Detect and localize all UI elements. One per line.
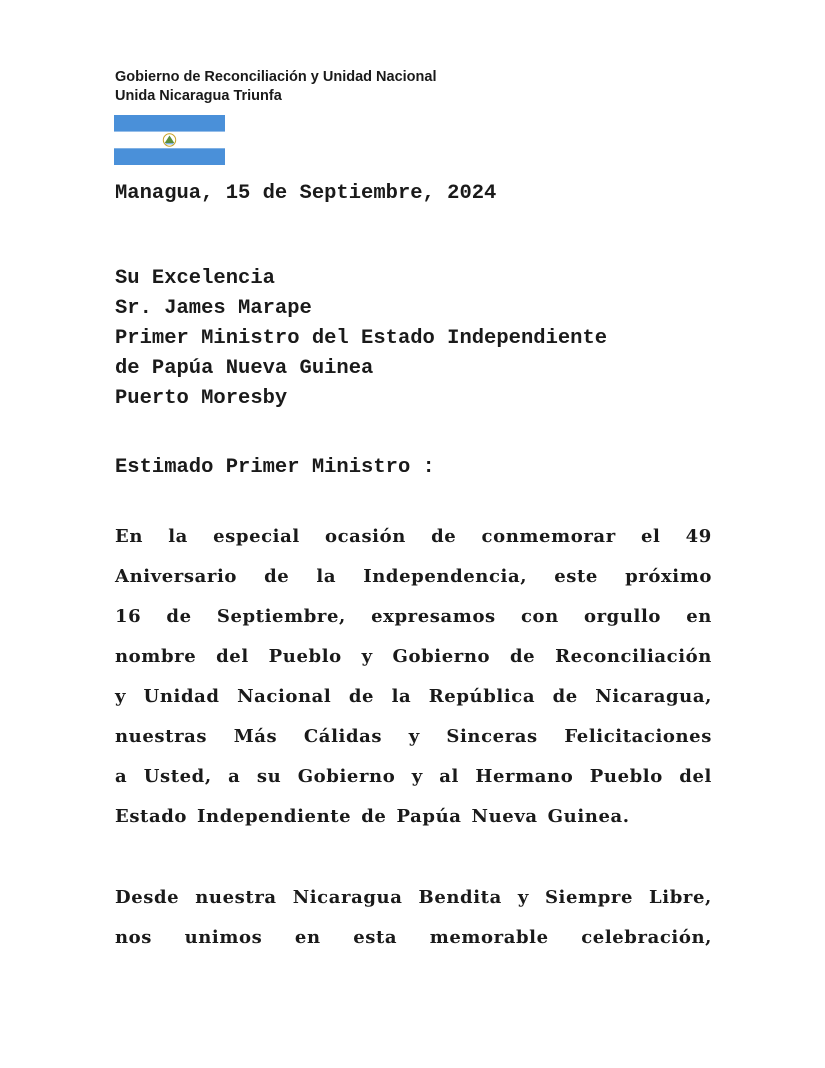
letterhead-government-name: Gobierno de Reconciliación y Unidad Nacional (115, 69, 437, 85)
paragraph-line (115, 797, 712, 837)
word: nos (115, 927, 153, 948)
word: memorable (429, 927, 549, 948)
word: esta (353, 927, 398, 948)
word: Gobierno (392, 646, 491, 667)
word: especial (213, 526, 300, 547)
address-line: Primer Ministro del Estado Independiente (115, 327, 608, 350)
word: este (554, 566, 598, 587)
flag-bottom-stripe (114, 148, 225, 165)
letter-date: Managua, 15 de Septiembre, 2024 (115, 182, 497, 205)
word: En (115, 526, 144, 547)
address-line: de Papúa Nueva Guinea (115, 357, 374, 380)
word: la (168, 526, 188, 547)
word: y (411, 766, 423, 787)
word: Cálidas (303, 726, 383, 747)
word: y (115, 686, 127, 707)
word: y (517, 887, 529, 908)
word: la (391, 686, 412, 707)
paragraph-line (115, 918, 712, 958)
word: Gobierno (297, 766, 396, 787)
word: expresamos (371, 606, 496, 627)
word: del (679, 766, 712, 787)
word: del (216, 646, 249, 667)
word: en (294, 927, 321, 948)
recipient-address (115, 264, 607, 414)
word: el (640, 526, 661, 547)
word: orgullo (583, 606, 662, 627)
paragraph-congratulations (115, 517, 712, 837)
address-line: Puerto Moresby (115, 387, 288, 410)
word: Más (233, 726, 278, 747)
address-line: Su Excelencia (115, 267, 275, 290)
word: Unidad (143, 686, 220, 707)
word: Nicaragua, (595, 686, 712, 707)
word: nombre (115, 646, 197, 667)
word: 16 (115, 606, 142, 627)
word: Estado (115, 806, 188, 827)
word: conmemorar (481, 526, 616, 547)
word: Siempre (544, 887, 634, 908)
salutation: Estimado Primer Ministro : (115, 456, 435, 479)
word: Independiente (197, 806, 352, 827)
word: celebración, (581, 927, 712, 948)
word: de (509, 646, 536, 667)
word: de (348, 686, 375, 707)
nicaragua-flag-icon (114, 115, 225, 165)
paragraph-line (115, 597, 712, 637)
paragraph-line (115, 757, 712, 797)
word: unimos (184, 927, 263, 948)
letterhead (115, 68, 436, 106)
word: Hermano (475, 766, 574, 787)
word: a (115, 766, 128, 787)
paragraph-line (115, 878, 712, 918)
word: Usted, (143, 766, 212, 787)
paragraph-line (115, 557, 712, 597)
word: República (428, 686, 536, 707)
address-line: Sr. James Marape (115, 297, 312, 320)
word: Nueva (471, 806, 538, 827)
word: Desde (115, 887, 180, 908)
word: en (686, 606, 712, 627)
paragraph-line (115, 517, 712, 557)
word: Aniversario (115, 566, 238, 587)
word: Guinea. (547, 806, 630, 827)
word: de (166, 606, 192, 627)
paragraph-line (115, 677, 712, 717)
letterhead-slogan: Unida Nicaragua Triunfa (115, 88, 282, 104)
paragraph-line (115, 717, 712, 757)
word: con (520, 606, 559, 627)
word: ocasión (325, 526, 406, 547)
word: 49 (685, 526, 712, 547)
word: Felicitaciones (564, 726, 712, 747)
word: Sinceras (446, 726, 538, 747)
word: Septiembre, (216, 606, 346, 627)
word: al (439, 766, 459, 787)
paragraph-solidarity (115, 878, 712, 958)
word: Pueblo (589, 766, 663, 787)
word: de (552, 686, 578, 707)
word: su (256, 766, 282, 787)
word: de (264, 566, 290, 587)
word: Libre, (649, 887, 712, 908)
word: nuestras (115, 726, 208, 747)
word: de (431, 526, 457, 547)
word: Reconciliación (555, 646, 712, 667)
word: Papúa (396, 806, 462, 827)
flag-top-stripe (114, 115, 225, 132)
word: Bendita (418, 887, 502, 908)
word: de (361, 806, 387, 827)
word: Nacional (237, 686, 332, 707)
word: nuestra (195, 887, 277, 908)
word: y (408, 726, 420, 747)
word: próximo (625, 566, 712, 587)
word: Nicaragua (292, 887, 403, 908)
word: y (361, 646, 373, 667)
word: Independencia, (363, 566, 528, 587)
word: Pueblo (268, 646, 342, 667)
paragraph-line (115, 637, 712, 677)
word: la (316, 566, 337, 587)
word: a (228, 766, 241, 787)
